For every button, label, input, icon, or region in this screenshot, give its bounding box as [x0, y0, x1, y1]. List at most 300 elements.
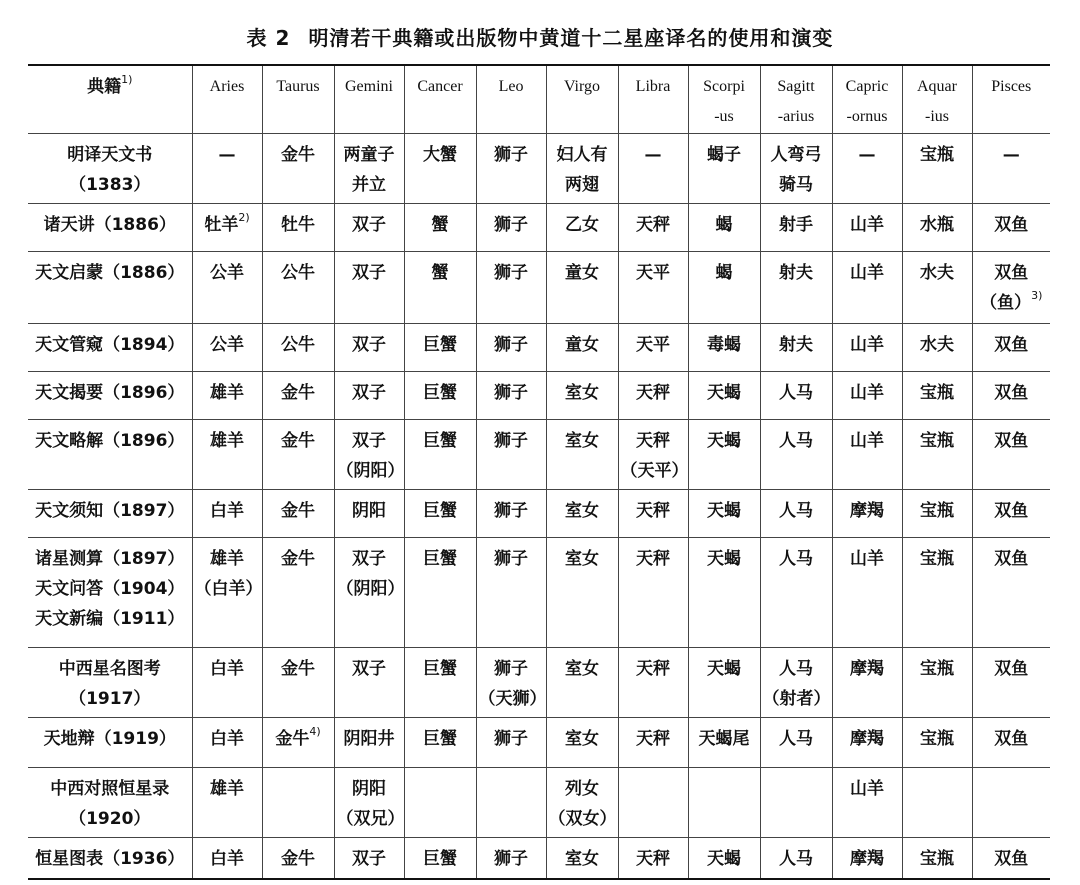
zodiac-name-cell	[760, 419, 832, 489]
zodiac-name-cell	[476, 251, 546, 323]
cell-text: 天秤	[636, 548, 670, 569]
cell-text: （阴阳）	[336, 460, 405, 481]
cell-text: 巨蟹	[423, 334, 457, 355]
cell-text: （天平）	[620, 460, 689, 481]
cell-text: 天地辩（1919）	[43, 728, 176, 749]
zodiac-name-cell	[832, 489, 902, 537]
zodiac-name-cell	[476, 717, 546, 767]
zodiac-name-cell	[760, 203, 832, 251]
zodiac-name-cell	[546, 837, 618, 879]
book-cell	[28, 371, 192, 419]
zodiac-name-cell	[972, 767, 1050, 837]
zodiac-name-cell	[902, 489, 972, 537]
cell-text: 金牛	[281, 548, 315, 569]
zodiac-name-cell	[476, 837, 546, 879]
zodiac-name-cell	[404, 203, 476, 251]
cell-text: 并立	[352, 174, 386, 195]
zodiac-name-cell	[476, 767, 546, 837]
zodiac-name-cell	[546, 419, 618, 489]
zodiac-name-cell	[972, 203, 1050, 251]
zodiac-name-cell	[618, 489, 688, 537]
zodiac-name-cell	[334, 133, 404, 203]
column-header	[688, 65, 760, 133]
cell-text: 雄羊	[210, 548, 244, 569]
cell-text: 人马	[779, 658, 813, 679]
zodiac-name-cell	[688, 837, 760, 879]
zodiac-name-cell	[192, 767, 262, 837]
cell-text: 人马	[779, 728, 813, 749]
cell-text: 蟹	[431, 262, 449, 283]
cell-text: 室女	[565, 500, 599, 521]
cell-text: 金牛	[281, 848, 315, 869]
cell-text: 双鱼	[994, 728, 1029, 749]
cell-text: 巨蟹	[423, 728, 457, 749]
cell-text: 雄羊	[210, 382, 244, 403]
zodiac-name-cell	[262, 717, 334, 767]
cell-text: 白羊	[210, 658, 244, 679]
table-row	[28, 537, 1050, 647]
cell-text: 金牛	[281, 658, 315, 679]
zodiac-name-cell	[192, 717, 262, 767]
zodiac-name-cell	[476, 489, 546, 537]
zodiac-name-cell	[334, 717, 404, 767]
cell-text: 巨蟹	[423, 548, 457, 569]
cell-text: 狮子	[494, 848, 528, 869]
zodiac-name-cell	[404, 489, 476, 537]
zodiac-name-cell	[334, 489, 404, 537]
zodiac-name-cell	[192, 323, 262, 371]
zodiac-name-cell	[832, 203, 902, 251]
zodiac-name-cell	[688, 133, 760, 203]
cell-text: 列女	[565, 778, 599, 799]
zodiac-name-cell	[476, 371, 546, 419]
cell-text: 童女	[565, 262, 599, 283]
cell-text: 摩羯	[850, 658, 884, 679]
cell-text: 狮子	[494, 728, 528, 749]
table-row	[28, 767, 1050, 837]
zodiac-name-cell	[760, 717, 832, 767]
cell-text: 天秤	[636, 658, 670, 679]
zodiac-name-cell	[404, 537, 476, 647]
book-cell	[28, 419, 192, 489]
cell-text: 狮子	[494, 334, 528, 355]
cell-text: （白羊）	[194, 578, 263, 599]
zodiac-name-cell	[902, 133, 972, 203]
zodiac-name-cell	[546, 133, 618, 203]
zodiac-name-cell	[404, 837, 476, 879]
zodiac-name-cell	[262, 537, 334, 647]
zodiac-name-cell	[618, 133, 688, 203]
cell-text: 雄羊	[210, 778, 244, 799]
cell-text: 人弯弓	[770, 144, 822, 165]
cell-text: 室女	[565, 548, 599, 569]
cell-text: 天秤	[636, 848, 670, 869]
cell-text: （1383）	[69, 174, 151, 195]
zodiac-name-cell	[832, 371, 902, 419]
cell-text: 摩羯	[850, 848, 884, 869]
cell-text: 巨蟹	[423, 500, 457, 521]
cell-text: 射夫	[779, 262, 813, 283]
zodiac-name-cell	[404, 323, 476, 371]
column-header-label: Pisces	[991, 78, 1032, 95]
cell-text: 山羊	[850, 214, 884, 235]
cell-text: 金牛	[281, 430, 315, 451]
cell-text: 公牛	[281, 262, 315, 283]
cell-text: 天文揭要（1896）	[35, 382, 185, 403]
zodiac-name-cell	[688, 647, 760, 717]
cell-text: 巨蟹	[423, 382, 457, 403]
zodiac-name-cell	[902, 717, 972, 767]
cell-text: （双女）	[548, 808, 617, 829]
zodiac-name-cell	[972, 647, 1050, 717]
cell-text: 摩羯	[850, 500, 884, 521]
cell-text: 摩羯	[850, 728, 884, 749]
zodiac-name-cell	[546, 489, 618, 537]
zodiac-name-cell	[476, 647, 546, 717]
cell-text: 宝瓶	[920, 658, 954, 679]
zodiac-name-cell	[688, 489, 760, 537]
cell-text: 阴阳	[352, 778, 386, 799]
cell-text: 双子	[352, 848, 386, 869]
table-row	[28, 419, 1050, 489]
zodiac-name-cell	[760, 767, 832, 837]
zodiac-name-cell	[902, 203, 972, 251]
cell-text: —	[1002, 144, 1020, 165]
zodiac-name-cell	[972, 133, 1050, 203]
cell-text: 巨蟹	[423, 848, 457, 869]
table-row	[28, 647, 1050, 717]
book-cell	[28, 323, 192, 371]
zodiac-name-cell	[618, 537, 688, 647]
cell-text: 双子	[352, 658, 386, 679]
zodiac-name-cell	[334, 323, 404, 371]
table-header-row	[28, 65, 1050, 133]
zodiac-name-cell	[688, 537, 760, 647]
cell-text: 天秤	[636, 728, 670, 749]
column-header	[546, 65, 618, 133]
cell-text: 山羊	[850, 548, 884, 569]
zodiac-name-cell	[334, 537, 404, 647]
zodiac-name-cell	[546, 767, 618, 837]
zodiac-name-cell	[334, 251, 404, 323]
cell-text: 金牛	[281, 382, 315, 403]
column-header	[760, 65, 832, 133]
column-header-label: Aquar	[917, 78, 957, 95]
zodiac-name-cell	[262, 203, 334, 251]
cell-text: 巨蟹	[423, 658, 457, 679]
book-cell	[28, 537, 192, 647]
zodiac-name-cell	[972, 489, 1050, 537]
cell-text-wrap	[195, 210, 260, 240]
table-row	[28, 489, 1050, 537]
cell-text: 天秤	[636, 382, 670, 403]
cell-text: 宝瓶	[920, 144, 954, 165]
zodiac-name-cell	[760, 323, 832, 371]
zodiac-name-cell	[972, 537, 1050, 647]
zodiac-name-cell	[546, 537, 618, 647]
zodiac-name-cell	[262, 323, 334, 371]
zodiac-name-cell	[192, 537, 262, 647]
zodiac-name-cell	[832, 133, 902, 203]
zodiac-name-cell	[546, 203, 618, 251]
cell-text: 骑马	[779, 174, 813, 195]
cell-text: 白羊	[210, 500, 244, 521]
cell-text: 天文管窥（1894）	[35, 334, 185, 355]
zodiac-name-cell	[262, 133, 334, 203]
cell-text-wrap	[265, 724, 332, 754]
zodiac-name-cell	[476, 323, 546, 371]
column-header-label: 典籍	[87, 77, 122, 97]
zodiac-name-cell	[832, 251, 902, 323]
cell-text: 金牛	[281, 500, 315, 521]
zodiac-name-cell	[688, 419, 760, 489]
cell-text: 双子	[352, 262, 386, 283]
book-cell	[28, 251, 192, 323]
zodiac-name-cell	[546, 371, 618, 419]
zodiac-name-cell	[618, 717, 688, 767]
column-header-label: Scorpi	[703, 78, 745, 95]
footnote-marker: 4)	[309, 724, 321, 738]
cell-text: 童女	[565, 334, 599, 355]
zodiac-name-cell	[902, 371, 972, 419]
zodiac-name-cell	[902, 419, 972, 489]
cell-text: （双兄）	[336, 808, 405, 829]
zodiac-name-cell	[334, 371, 404, 419]
cell-text: 室女	[565, 430, 599, 451]
zodiac-name-cell	[832, 537, 902, 647]
zodiac-name-cell	[262, 647, 334, 717]
cell-text: 蝎子	[707, 144, 741, 165]
cell-text: 诸天讲（1886）	[43, 214, 176, 235]
zodiac-name-cell	[902, 647, 972, 717]
table-row	[28, 251, 1050, 323]
cell-text: 两童子	[343, 144, 395, 165]
cell-text: 恒星图表（1936）	[35, 848, 185, 869]
cell-text: 宝瓶	[920, 382, 954, 403]
zodiac-name-cell	[262, 837, 334, 879]
cell-text: 天文新编（1911）	[35, 608, 185, 629]
zodiac-name-cell	[618, 419, 688, 489]
zodiac-name-cell	[618, 767, 688, 837]
zodiac-name-cell	[760, 489, 832, 537]
cell-text: 室女	[565, 382, 599, 403]
cell-text: 天蝎	[707, 658, 741, 679]
zodiac-name-cell	[760, 647, 832, 717]
cell-text: 宝瓶	[920, 848, 954, 869]
zodiac-name-cell	[404, 767, 476, 837]
cell-text: 山羊	[850, 430, 884, 451]
zodiac-name-cell	[192, 203, 262, 251]
column-header-label: Cancer	[417, 78, 463, 95]
zodiac-name-cell	[760, 133, 832, 203]
zodiac-name-cell	[476, 203, 546, 251]
cell-text: 公牛	[281, 334, 315, 355]
zodiac-name-cell	[618, 251, 688, 323]
cell-text: 射手	[779, 214, 813, 235]
book-cell	[28, 203, 192, 251]
column-header-label: Libra	[635, 78, 671, 95]
cell-text: 天蝎	[707, 382, 741, 403]
cell-text: 射夫	[779, 334, 813, 355]
column-header	[476, 65, 546, 133]
cell-text: 水夫	[920, 262, 954, 283]
column-header-book	[28, 65, 192, 133]
zodiac-name-cell	[546, 647, 618, 717]
zodiac-name-cell	[832, 717, 902, 767]
cell-text: 双鱼	[994, 548, 1029, 569]
cell-text: 阴阳	[352, 500, 386, 521]
cell-text: 狮子	[494, 548, 528, 569]
cell-text: 狮子	[494, 262, 528, 283]
zodiac-name-cell	[688, 371, 760, 419]
cell-text: 双鱼	[994, 848, 1029, 869]
zodiac-name-cell	[972, 717, 1050, 767]
column-header-label: Leo	[498, 78, 524, 95]
cell-text: 天蝎	[707, 548, 741, 569]
cell-text: 双鱼	[994, 262, 1029, 283]
cell-text: 天平	[636, 334, 670, 355]
cell-text: 白羊	[210, 728, 244, 749]
cell-text: 双子	[352, 430, 386, 451]
zodiac-name-cell	[334, 767, 404, 837]
column-header	[832, 65, 902, 133]
zodiac-name-cell	[618, 323, 688, 371]
cell-text: 双子	[352, 214, 386, 235]
zodiac-name-cell	[404, 717, 476, 767]
cell-text: （鱼）	[980, 292, 1032, 313]
column-header-label-continued: -ornus	[846, 108, 888, 125]
cell-text: 双鱼	[994, 430, 1029, 451]
cell-text: 两翅	[565, 174, 599, 195]
cell-text: 金牛	[281, 144, 315, 165]
zodiac-name-cell	[546, 717, 618, 767]
cell-text: 蝎	[715, 262, 733, 283]
column-header-label: Aries	[209, 78, 245, 95]
zodiac-name-cell	[192, 251, 262, 323]
cell-text: 天蝎	[707, 430, 741, 451]
cell-text: 双鱼	[994, 500, 1029, 521]
cell-text: 妇人有	[556, 144, 608, 165]
column-header	[972, 65, 1050, 133]
zodiac-name-cell	[404, 133, 476, 203]
cell-text: 天平	[636, 262, 670, 283]
zodiac-name-cell	[476, 537, 546, 647]
zodiac-name-cell	[688, 203, 760, 251]
cell-text: 狮子	[494, 382, 528, 403]
cell-text: 水瓶	[920, 214, 954, 235]
cell-text: —	[218, 144, 236, 165]
cell-text: 双鱼	[994, 382, 1029, 403]
zodiac-name-cell	[832, 767, 902, 837]
cell-text: 公羊	[210, 334, 244, 355]
zodiac-name-cell	[688, 767, 760, 837]
zodiac-name-cell	[902, 323, 972, 371]
column-header-label-continued: -arius	[777, 108, 815, 125]
column-header	[618, 65, 688, 133]
table-row	[28, 203, 1050, 251]
column-header-label: Taurus	[276, 78, 320, 95]
zodiac-name-cell	[192, 489, 262, 537]
table-row	[28, 837, 1050, 879]
column-header	[902, 65, 972, 133]
column-header	[262, 65, 334, 133]
cell-text: 双鱼	[994, 658, 1029, 679]
cell-text: 宝瓶	[920, 728, 954, 749]
zodiac-name-cell	[972, 371, 1050, 419]
zodiac-name-cell	[902, 251, 972, 323]
cell-text: 室女	[565, 658, 599, 679]
footnote-marker: 3)	[1031, 288, 1043, 302]
cell-text: 毒蝎	[707, 334, 741, 355]
cell-text: 大蟹	[423, 144, 457, 165]
book-cell	[28, 717, 192, 767]
cell-text: —	[644, 144, 662, 165]
book-cell	[28, 489, 192, 537]
cell-text: 山羊	[850, 778, 884, 799]
zodiac-name-cell	[618, 203, 688, 251]
zodiac-name-cell	[760, 371, 832, 419]
cell-text: （天狮）	[478, 688, 547, 709]
zodiac-names-table	[28, 64, 1050, 880]
table-title: 明清若干典籍或出版物中黄道十二星座译名的使用和演变	[308, 26, 834, 50]
zodiac-name-cell	[334, 647, 404, 717]
table-number: 表 2	[246, 26, 291, 50]
table-row	[28, 323, 1050, 371]
column-header-label-continued: -ius	[925, 108, 949, 125]
column-header	[192, 65, 262, 133]
column-header-label-wrap	[30, 72, 190, 102]
zodiac-name-cell	[334, 837, 404, 879]
cell-text: 人马	[779, 500, 813, 521]
zodiac-name-cell	[334, 419, 404, 489]
cell-text: 天蝎尾	[698, 728, 750, 749]
column-header-label: Capric	[845, 78, 889, 95]
table-body	[28, 133, 1050, 879]
zodiac-name-cell	[618, 371, 688, 419]
cell-text: 乙女	[565, 214, 599, 235]
zodiac-name-cell	[832, 419, 902, 489]
zodiac-name-cell	[404, 371, 476, 419]
cell-text: （1920）	[69, 808, 151, 829]
zodiac-name-cell	[404, 419, 476, 489]
zodiac-name-cell	[192, 133, 262, 203]
cell-text: 双鱼	[994, 334, 1029, 355]
cell-text: 诸星测算（1897）	[35, 548, 185, 569]
cell-text: （1917）	[69, 688, 151, 709]
cell-text: 山羊	[850, 334, 884, 355]
zodiac-name-cell	[546, 323, 618, 371]
zodiac-name-cell	[760, 537, 832, 647]
zodiac-name-cell	[262, 489, 334, 537]
column-header-label: Virgo	[563, 78, 601, 95]
zodiac-name-cell	[262, 419, 334, 489]
zodiac-name-cell	[262, 371, 334, 419]
zodiac-name-cell	[618, 647, 688, 717]
zodiac-name-cell	[902, 537, 972, 647]
zodiac-name-cell	[262, 767, 334, 837]
zodiac-name-cell	[476, 419, 546, 489]
cell-text: 天秤	[636, 430, 670, 451]
column-header-label: Gemini	[345, 78, 393, 95]
cell-text: 人马	[779, 382, 813, 403]
cell-text: 天蝎	[707, 500, 741, 521]
cell-text: 金牛	[275, 728, 310, 749]
cell-text: 水夫	[920, 334, 954, 355]
cell-text: 天秤	[636, 214, 670, 235]
cell-text: 蟹	[431, 214, 449, 235]
zodiac-name-cell	[688, 251, 760, 323]
cell-text: 天文启蒙（1886）	[35, 262, 185, 283]
